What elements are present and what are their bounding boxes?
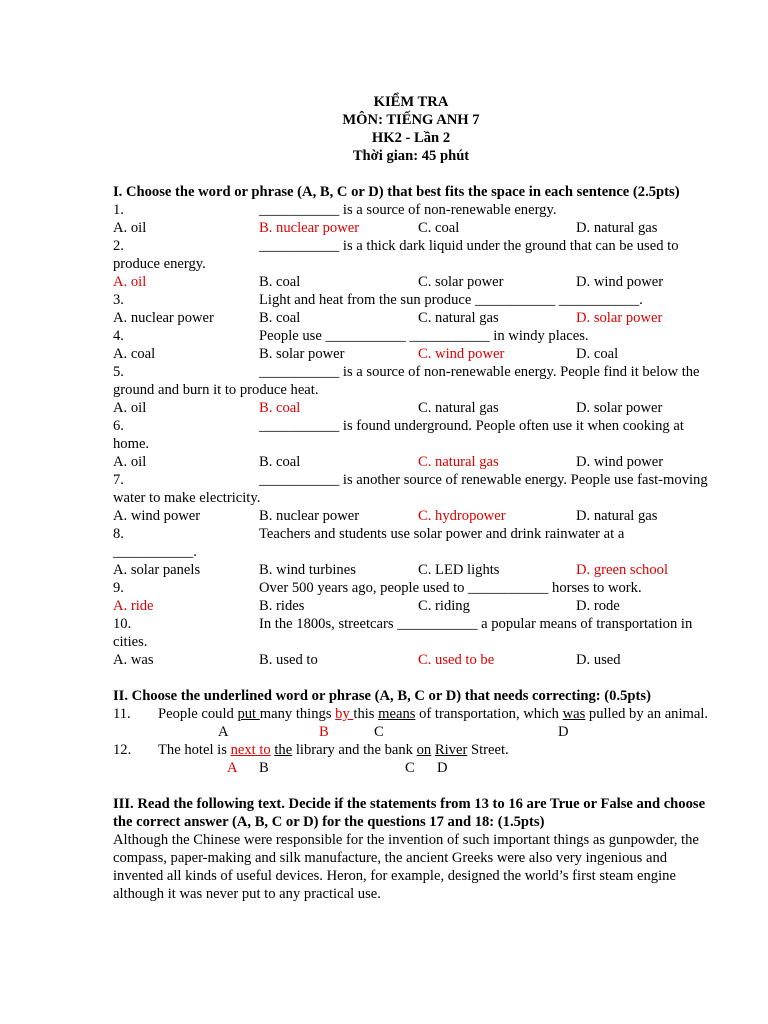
question-number: 9. (113, 580, 124, 596)
question-number: 5. (113, 364, 124, 380)
option-c[interactable]: C. LED lights (418, 562, 500, 578)
answer-options (113, 651, 709, 669)
option-d[interactable]: D. rode (576, 598, 620, 614)
question-number: 11. (113, 706, 131, 722)
underlined-a: put (237, 706, 260, 722)
test-header (113, 93, 709, 165)
answer-options (113, 309, 709, 327)
header-term: HK2 - Lần 2 (371, 130, 451, 146)
test-page (113, 93, 709, 903)
option-c[interactable]: C. hydropower (418, 508, 506, 524)
question-text: The hotel is next to the library and the bank on River Street. (158, 742, 509, 758)
option-a[interactable]: A. nuclear power (113, 310, 214, 326)
option-a[interactable]: A. oil (113, 400, 147, 416)
option-d[interactable]: D. used (576, 652, 621, 668)
section-2-title: II. Choose the underlined word or phrase (A, B, C or D) that needs correcting: (0.5pts) (113, 688, 651, 704)
header-subject: MÔN: TIẾNG ANH 7 (342, 112, 480, 128)
question-1 (113, 201, 709, 219)
answer-options (113, 219, 709, 237)
question-10 (113, 615, 709, 651)
underlined-b: by (335, 706, 354, 722)
option-b[interactable]: B. rides (259, 598, 305, 614)
option-b[interactable]: B. coal (259, 400, 301, 416)
question-number: 2. (113, 238, 124, 254)
option-c[interactable]: C. natural gas (418, 454, 499, 470)
question-3 (113, 291, 709, 309)
option-d[interactable]: D. coal (576, 346, 619, 362)
underlined-c: on (416, 742, 432, 758)
option-c[interactable]: C. used to be (418, 652, 495, 668)
header-duration: Thời gian: 45 phút (352, 148, 470, 164)
letter-a: A (227, 760, 238, 776)
answer-options (113, 273, 709, 291)
option-a[interactable]: A. coal (113, 346, 156, 362)
underlined-d: was (562, 706, 586, 722)
option-c[interactable]: C. solar power (418, 274, 504, 290)
question-text: ___________ is another source of renewable energy. People use fast-moving water to make electricity. (113, 472, 708, 506)
option-b[interactable]: B. solar power (259, 346, 345, 362)
question-number: 7. (113, 472, 124, 488)
option-c[interactable]: C. natural gas (418, 400, 499, 416)
answer-options (113, 399, 709, 417)
letter-d: D (437, 760, 448, 776)
question-number: 12. (113, 742, 132, 758)
option-a[interactable]: A. oil (113, 220, 147, 236)
option-c[interactable]: C. natural gas (418, 310, 499, 326)
header-title: KIỂM TRA (373, 94, 449, 110)
question-12-letters (113, 759, 709, 777)
question-text: Over 500 years ago, people used to ___________ horses to work. (259, 580, 642, 596)
letter-b: B (259, 760, 269, 776)
question-text: In the 1800s, streetcars ___________ a popular means of transportation in cities. (113, 616, 693, 650)
question-12 (113, 741, 709, 759)
option-a[interactable]: A. solar panels (113, 562, 201, 578)
option-b[interactable]: B. nuclear power (259, 508, 360, 524)
question-text: ___________ is a source of non-renewable energy. People find it below the ground and burn it to produce heat. (113, 364, 700, 398)
question-text: ___________ is a thick dark liquid under the ground that can be used to produce energy. (113, 238, 679, 272)
option-b[interactable]: B. coal (259, 454, 301, 470)
question-number: 1. (113, 202, 124, 218)
letter-c: C (405, 760, 415, 776)
question-text: Teachers and students use solar power and drink rainwater at a ___________. (113, 526, 625, 560)
question-number: 8. (113, 526, 124, 542)
option-a[interactable]: A. wind power (113, 508, 201, 524)
letter-b: B (319, 724, 329, 740)
question-4 (113, 327, 709, 345)
option-a[interactable]: A. oil (113, 454, 147, 470)
question-text: ___________ is a source of non-renewable energy. (259, 202, 557, 218)
option-a[interactable]: A. ride (113, 598, 154, 614)
option-a[interactable]: A. was (113, 652, 154, 668)
question-9 (113, 579, 709, 597)
answer-options (113, 597, 709, 615)
option-c[interactable]: C. riding (418, 598, 470, 614)
answer-options (113, 507, 709, 525)
section-3-title: III. Read the following text. Decide if the statements from 13 to 16 are True or False and choose the correct answer (A, B, C or D) for the questions 17 and 18: (1.5pts) (113, 796, 706, 830)
option-b[interactable]: B. used to (259, 652, 318, 668)
question-6 (113, 417, 709, 453)
letter-a: A (218, 724, 229, 740)
letter-d: D (558, 724, 569, 740)
question-2 (113, 237, 709, 273)
reading-passage: Although the Chinese were responsible for the invention of such important things as gunpowder, the compass, paper-making and silk manufacture, the ancient Greeks were also very ingenious and invented all kinds of useful devices. Heron, for example, designed the world’s first steam engine although it was never put to any practical use. (113, 832, 699, 902)
option-a[interactable]: A. oil (113, 274, 147, 290)
section-1-questions (113, 201, 709, 669)
underlined-c: means (378, 706, 416, 722)
question-number: 6. (113, 418, 124, 434)
question-8 (113, 525, 709, 561)
option-c[interactable]: C. wind power (418, 346, 505, 362)
option-d[interactable]: D. wind power (576, 454, 664, 470)
underlined-b: the (274, 742, 293, 758)
answer-options (113, 453, 709, 471)
option-d[interactable]: D. solar power (576, 400, 663, 416)
option-c[interactable]: C. coal (418, 220, 460, 236)
option-d[interactable]: D. natural gas (576, 220, 658, 236)
option-b[interactable]: B. coal (259, 274, 301, 290)
question-11-letters (113, 723, 709, 741)
option-d[interactable]: D. green school (576, 562, 668, 578)
answer-options (113, 345, 709, 363)
question-text: ___________ is found underground. People often use it when cooking at home. (113, 418, 684, 452)
option-d[interactable]: D. solar power (576, 310, 663, 326)
question-text: People could put many things by this means of transportation, which was pulled by an animal. (158, 706, 709, 722)
option-b[interactable]: B. wind turbines (259, 562, 356, 578)
option-b[interactable]: B. nuclear power (259, 220, 360, 236)
option-d[interactable]: D. wind power (576, 274, 664, 290)
question-7 (113, 471, 709, 507)
letter-c: C (374, 724, 384, 740)
question-text: Light and heat from the sun produce ___________ ___________. (259, 292, 643, 308)
option-b[interactable]: B. coal (259, 310, 301, 326)
question-text: People use ___________ ___________ in windy places. (259, 328, 589, 344)
question-number: 4. (113, 328, 124, 344)
question-number: 10. (113, 616, 132, 632)
question-5 (113, 363, 709, 399)
section-1-title: I. Choose the word or phrase (A, B, C or D) that best fits the space in each sentence (2.5pts) (113, 184, 680, 200)
underlined-d: River (434, 742, 468, 758)
underlined-a: next to (230, 742, 271, 758)
answer-options (113, 561, 709, 579)
option-d[interactable]: D. natural gas (576, 508, 658, 524)
question-11 (113, 705, 709, 723)
question-number: 3. (113, 292, 124, 308)
